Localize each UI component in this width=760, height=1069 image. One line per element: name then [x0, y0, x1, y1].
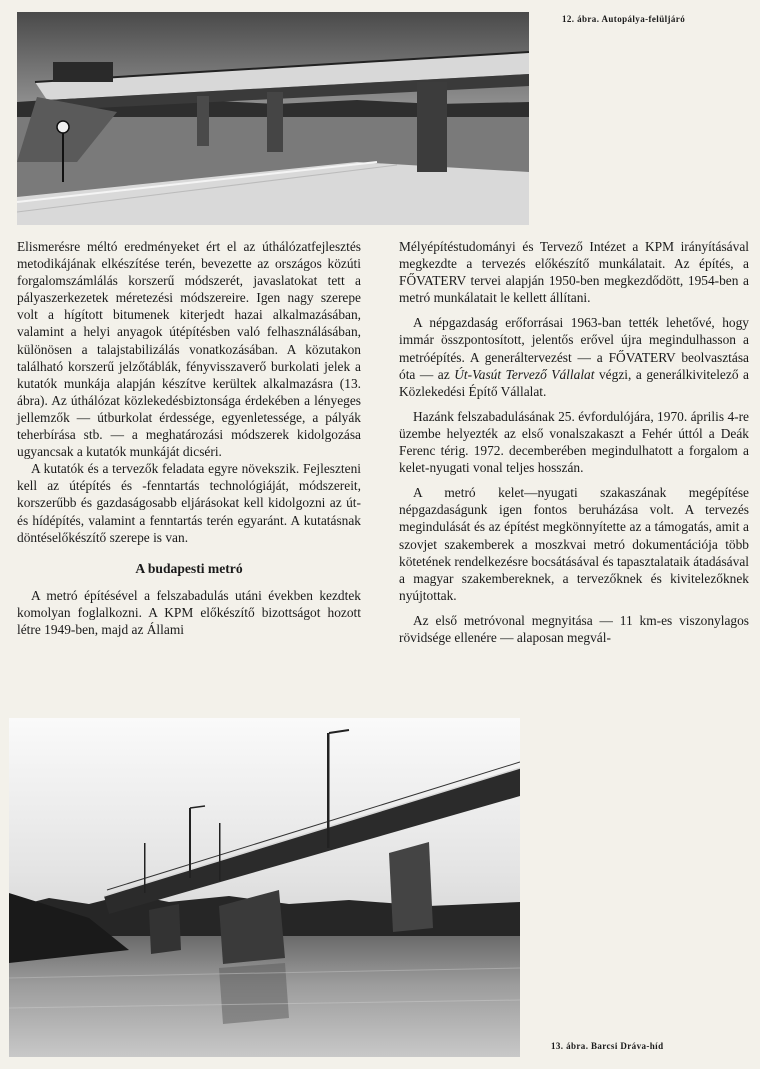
drava-bridge-photo	[9, 718, 520, 1057]
right-paragraph-1: Mélyépítéstudományi és Tervező Intézet a KPM irányításával megkezdte a tervezés előkészítő munkálatait. Az építés, a FŐVATERV tervei alapján 1950-ben megkezdődött, 1954-ben a metró munkálatait le kellett állítani.	[399, 239, 749, 306]
left-paragraph-2: A kutatók és a tervezők feladata egyre növekszik. Fejleszteni kell az útépítés és -fenntartás technológiáját, módszereit, korszerűbb és gazdaságosabb eljárásokat kell kidolgozni az út- és hídépítés, valamint a fenntartás terén egyaránt. A kutatásnak döntéselőkészítő szerepe is van.	[17, 461, 361, 545]
right-paragraph-3: Hazánk felszabadulásának 25. évfordulójára, 1970. április 4-re üzembe helyezték az első vonalszakaszt a Fehér úttól a Deák Ferenc térig. 1972. decemberében megindulhatott a forgalom a kelet-nyugati vonal teljes hosszán.	[399, 408, 749, 476]
left-paragraph-3: A metró építésével a felszabadulás utáni években kezdtek komolyan foglalkozni. A KPM előkészítő bizottságot hozott létre 1949-ben, majd az Állami	[17, 587, 361, 637]
right-paragraph-2-tail: végzi, a generálkivitelező a Közlekedési Építő Vállalat.	[399, 366, 749, 399]
company-name-italic: Út-Vasút Tervező Vállalat	[454, 366, 595, 382]
overpass-photo	[17, 12, 529, 225]
right-paragraph-2-text: A népgazdaság erőforrásai 1963-ban tették lehetővé, hogy immár összpontosított, jelentős erővel újra megindulhasson a metróépítés. A generáltervezést — a FŐVATERV beolvasztása óta — az	[399, 315, 749, 382]
right-paragraph-4: A metró kelet—nyugati szakaszának megépítése népgazdaságunk igen fontos beruházása volt. A tervezés megindulását és az építést megkönnyítette az a támogatás, amit a szovjet szakemberek a moszkvai metró dokumentációja több kötetének rendelkezésre bocsátásával és tapasztalataik átadásával a magyar szakembereknek, a tervezőknek és kivitelezőknek nyújtottak.	[399, 485, 749, 603]
left-column	[17, 238, 361, 638]
right-column	[399, 238, 749, 646]
section-heading: A budapesti metró	[135, 560, 243, 576]
figure-13-caption: 13. ábra. Barcsi Dráva-híd	[551, 1041, 664, 1051]
right-paragraph-2	[399, 314, 749, 399]
figure-12-caption: 12. ábra. Autopálya-felüljáró	[562, 14, 686, 24]
right-paragraph-5: Az első metróvonal megnyitása — 11 km-es viszonylagos rövidsége ellenére — alaposan megvál-	[399, 612, 749, 645]
left-paragraph-1: Elismerésre méltó eredményeket ért el az úthálózatfejlesztés metodikájának elkészítése terén, bevezette az országos közúti forgalomszámlálás korszerű módszerét, javaslatokat tett a pályaszerkezetek méretezési módszereire. Igen nagy szerepe volt a hígított bitumenek kiterjedt hazai alkalmazásában, valamint a helyi anyagok útépítésben való felhasználásában, különösen a talajstabilizálás vonatkozásában. A közutakon található korszerű jelzőtáblák, fényvisszaverő burkolati jelek a kutatók munkája alapján készítve kerültek alkalmazásra (13. ábra). Az úthálózat közlekedésbiztonsága érdekében a lényeges jellemzők — útburkolat érdessége, egyenletessége, a pályák teherbírása stb. — a meghatározási módszerek kidolgozása ugyancsak a kutatók munkáját dicséri.	[17, 239, 361, 460]
